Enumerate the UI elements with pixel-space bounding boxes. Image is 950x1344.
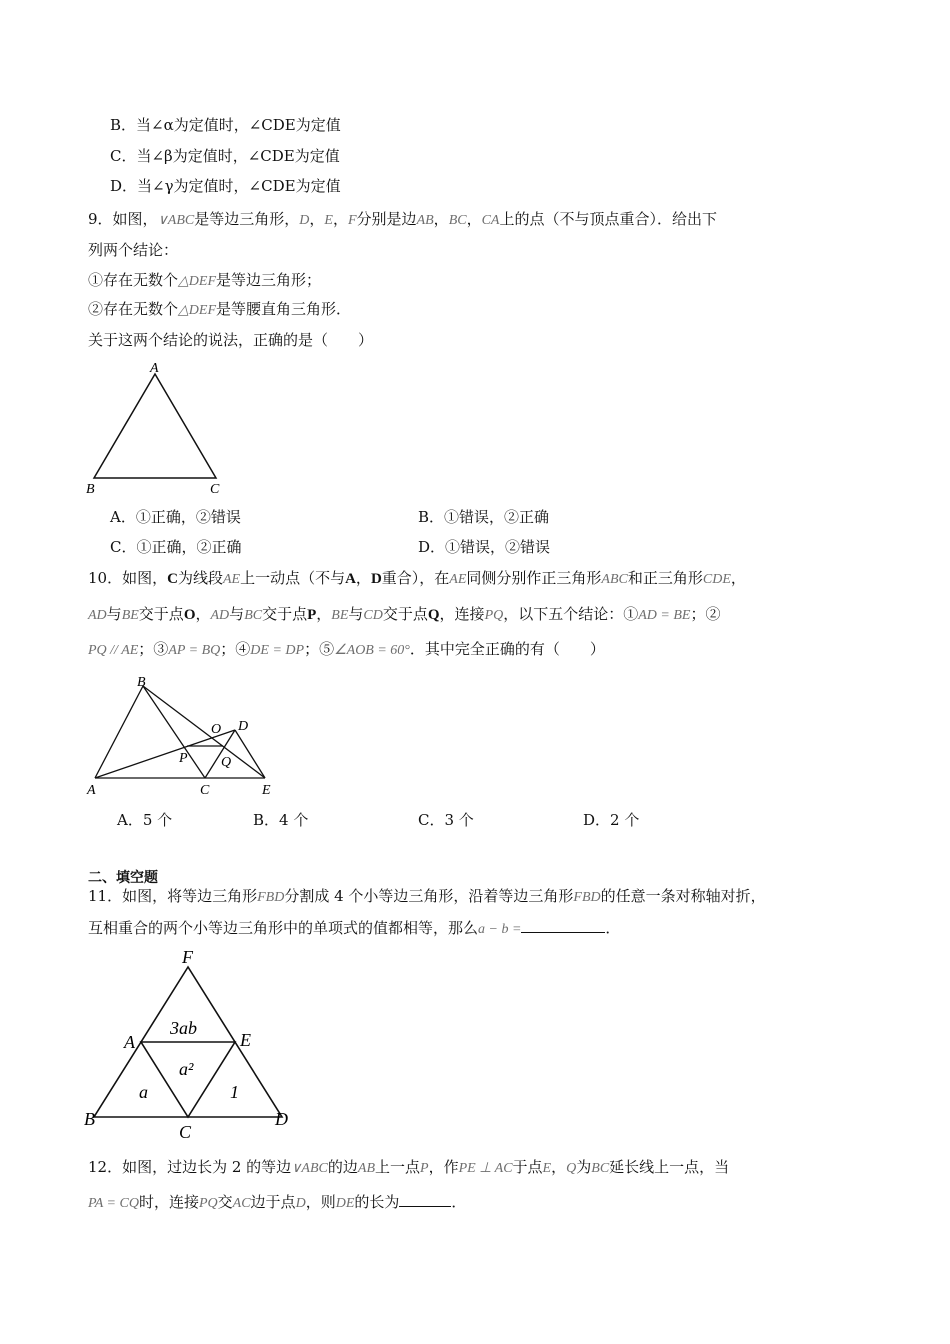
q9-stem-line2: 列两个结论： [88, 241, 179, 259]
q9-triangle-figure [80, 358, 240, 498]
q9-conclusion-2: ②存在无数个△DEF是等腰直角三角形． [88, 300, 352, 318]
q10-stem-line3: PQ // AE；③AP = BQ；④DE = DP；⑤∠AOB = 60°．其中完全正确的有（ ） [88, 640, 605, 658]
q10-figure [80, 670, 290, 800]
label-e: E [262, 783, 271, 798]
q11-figure [80, 945, 310, 1145]
segment-cd [205, 730, 235, 778]
math-abc-triangle: ∨ABC [157, 213, 195, 228]
cell-left-a: a [139, 1082, 148, 1102]
label-e: E [240, 1030, 251, 1050]
q11-stem-line2: 互相重合的两个小等边三角形中的单项式的值都相等，那么a − b = ． [88, 919, 621, 937]
q11-answer-blank[interactable] [521, 932, 605, 933]
q10-option-b: B．4 个 [253, 811, 309, 829]
q9-stem-line1: 9．如图，∨ABC是等边三角形，D，E，F分别是边AB，BC，CA上的点（不与顶点重合）．给出下 [88, 210, 717, 228]
inner-triangle-aec [141, 1042, 235, 1117]
label-o: O [211, 722, 222, 737]
q10-stem-line1: 10．如图，C为线段AE上一动点（不与A，D重合），在AE同侧分别作正三角形ABC和正三角形CDE， [88, 569, 746, 587]
q9-option-a: A．①正确，②错误 [110, 508, 241, 526]
q9-option-b: B．①错误，②正确 [418, 508, 550, 526]
label-d: D [275, 1109, 288, 1129]
q12-stem-line1: 12．如图，过边长为 2 的等边∨ABC的边AB上一点P，作PE ⊥ AC于点E，Q为BC延长线上一点，当 [88, 1158, 730, 1176]
cell-right-1: 1 [230, 1082, 239, 1102]
q12-stem-line2: PA = CQ时，连接PQ交AC边于点D，则DE的长为 ． [88, 1193, 467, 1211]
segment-de [235, 730, 265, 778]
label-b: B [137, 675, 146, 690]
label-d: D [238, 719, 249, 734]
q9-conclusion-1: ①存在无数个△DEF是等边三角形； [88, 271, 322, 289]
triangle-abc [94, 374, 216, 478]
label-p: P [179, 751, 188, 766]
q10-option-d: D．2 个 [583, 811, 640, 829]
q9-option-c: C．①正确，②正确 [110, 538, 242, 556]
q12-answer-blank[interactable] [399, 1206, 451, 1207]
cell-middle-a-squared: a² [179, 1059, 194, 1079]
q8-option-d: D．当∠γ为定值时，∠CDE为定值 [110, 177, 341, 195]
cell-top-3ab: 3ab [170, 1018, 197, 1038]
label-c: C [200, 783, 210, 798]
q10-option-c: C．3 个 [418, 811, 474, 829]
label-c: C [179, 1122, 192, 1142]
segment-bc [143, 686, 205, 778]
label-a: A [150, 361, 159, 376]
q8-option-c: C．当∠β为定值时，∠CDE为定值 [110, 147, 340, 165]
q11-stem-line1: 11．如图，将等边三角形FBD分割成 4 个小等边三角形，沿着等边三角形FBD的任意一条对称轴对折， [88, 887, 766, 905]
label-b: B [86, 482, 95, 497]
q9-option-d: D．①错误，②错误 [418, 538, 551, 556]
section-heading-fill-in: 二、填空题 [88, 870, 158, 886]
label-a: A [87, 783, 96, 798]
label-a: A [124, 1032, 135, 1052]
q8-option-b: B．当∠α为定值时，∠CDE为定值 [110, 116, 341, 134]
label-q: Q [221, 755, 232, 770]
q10-option-a: A．5 个 [117, 811, 173, 829]
label-c: C [210, 482, 220, 497]
q9-question: 关于这两个结论的说法，正确的是（ ） [88, 331, 374, 349]
q9-number: 9．如图， [88, 210, 158, 228]
label-b: B [84, 1109, 95, 1129]
label-f: F [182, 947, 193, 967]
q10-stem-line2: AD与BE交于点O，AD与BC交于点P，BE与CD交于点Q，连接PQ，以下五个结论：①AD = BE；② [88, 605, 721, 623]
